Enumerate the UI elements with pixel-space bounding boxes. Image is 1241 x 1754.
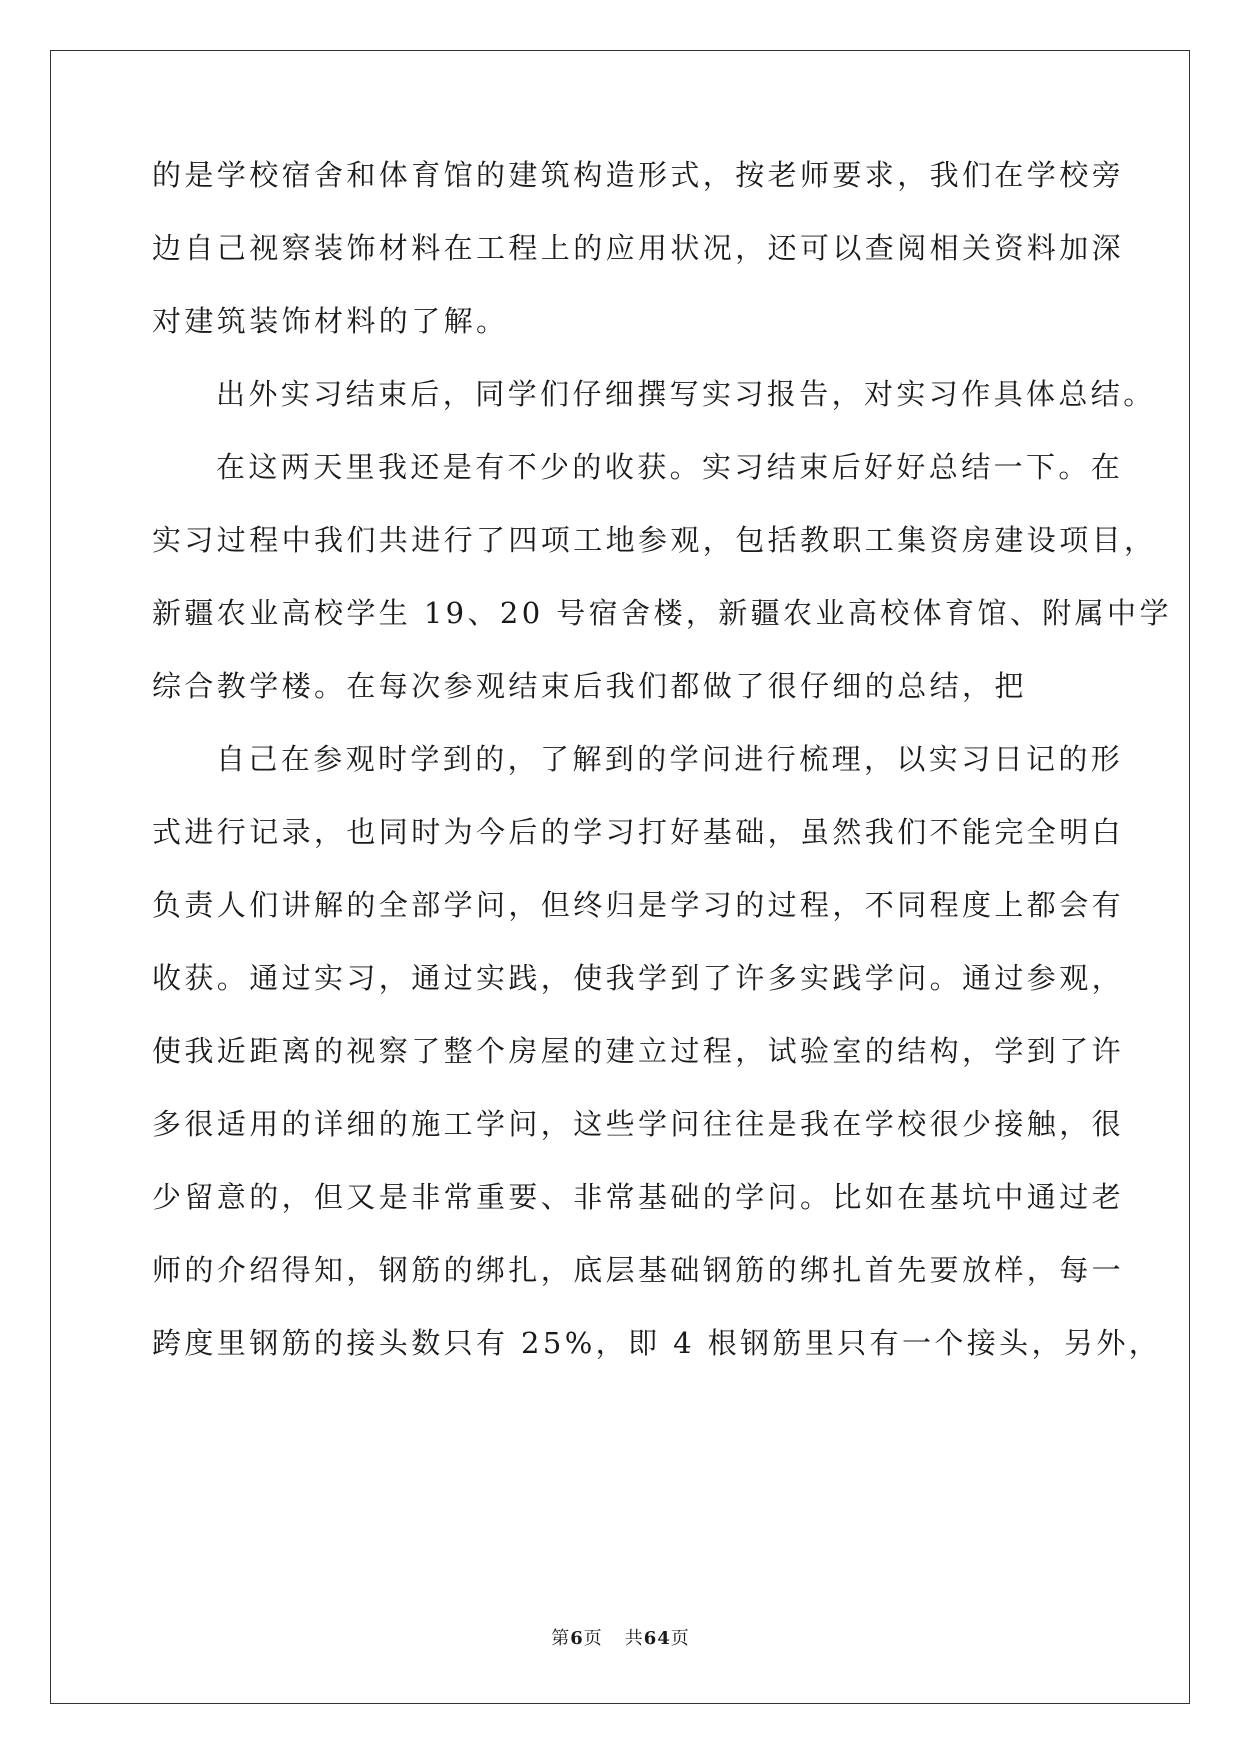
text-line-1: 的是学校宿舍和体育馆的建筑构造形式，按老师要求，我们在学校旁 — [152, 158, 1125, 192]
text-line-13: 使我近距离的视察了整个房屋的建立过程，试验室的结构，学到了许 — [152, 1034, 1125, 1068]
footer-total-suffix: 页 — [670, 1628, 690, 1649]
footer-total-prefix: 共 — [624, 1628, 644, 1649]
text-line-6: 实习过程中我们共进行了四项工地参观，包括教职工集资房建设项目， — [152, 523, 1157, 557]
text-line-11: 负责人们讲解的全部学问，但终归是学习的过程，不同程度上都会有 — [152, 888, 1125, 922]
text-line-15: 少留意的，但又是非常重要、非常基础的学问。比如在基坑中通过老 — [152, 1180, 1125, 1214]
text-line-14: 多很适用的详细的施工学问，这些学问往往是我在学校很少接触，很 — [152, 1107, 1125, 1141]
page-number: 6 — [570, 1628, 584, 1649]
text-line-2: 边自己视察装饰材料在工程上的应用状况，还可以查阅相关资料加深 — [152, 231, 1125, 265]
text-line-10: 式进行记录，也同时为今后的学习打好基础，虽然我们不能完全明白 — [152, 815, 1125, 849]
text-line-7: 新疆农业高校学生 19、20 号宿舍楼，新疆农业高校体育馆、附属中学 — [152, 596, 1172, 630]
text-line-4: 出外实习结束后，同学们仔细撰写实习报告，对实习作具体总结。 — [216, 377, 1156, 411]
text-line-9: 自己在参观时学到的，了解到的学问进行梳理，以实习日记的形 — [216, 742, 1124, 776]
footer-page-suffix: 页 — [583, 1628, 603, 1649]
total-pages: 64 — [643, 1628, 671, 1649]
footer-prefix: 第 — [551, 1628, 571, 1649]
text-line-5: 在这两天里我还是有不少的收获。实习结束后好好总结一下。在 — [216, 450, 1124, 484]
text-line-3: 对建筑装饰材料的了解。 — [152, 304, 509, 338]
page-footer — [0, 1624, 1241, 1650]
page-border — [50, 50, 1190, 1704]
text-line-17: 跨度里钢筋的接头数只有 25%，即 4 根钢筋里只有一个接头，另外， — [152, 1326, 1162, 1360]
text-line-8: 综合教学楼。在每次参观结束后我们都做了很仔细的总结，把 — [152, 669, 1027, 703]
text-line-12: 收获。通过实习，通过实践，使我学到了许多实践学问。通过参观， — [152, 961, 1125, 995]
text-line-16: 师的介绍得知，钢筋的绑扎，底层基础钢筋的绑扎首先要放样，每一 — [152, 1253, 1125, 1287]
